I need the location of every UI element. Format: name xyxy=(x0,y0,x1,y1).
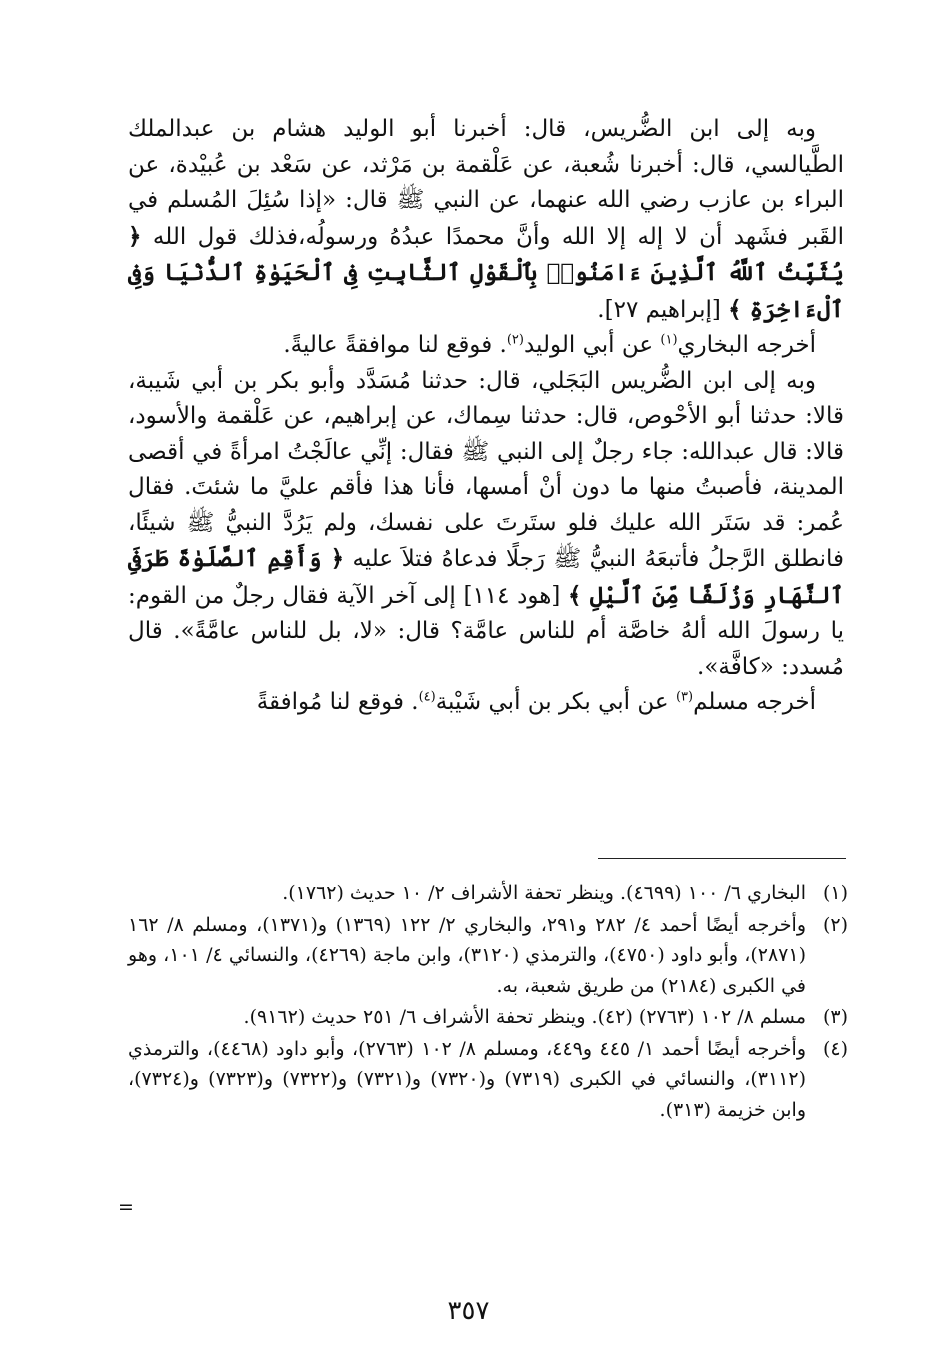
footnote-text: مسلم ٨/ ١٠٢ (٢٧٦٣) (٤٢). وينظر تحفة الأشراف ٦/ ٢٥١ حديث (٩١٦٢). xyxy=(243,1006,806,1028)
footnote-ref-2[interactable]: (٢) xyxy=(506,332,524,348)
paragraph-2-text-b: عن أبي الوليد xyxy=(523,332,654,358)
footnote-text: وأخرجه أيضًا أحمد ٤/ ٢٨٢ و٢٩١، والبخاري ٢/ ١٢٢ (١٣٦٩) و(١٣٧١)، ومسلم ٨/ ١٦٢ (٢٨٧١)، وأبو داود (٤٧٥٠)، والترمذي (٣١٢٠)، وابن ماجة (٤٢٦٩)، والنسائي ٤/ ١٠١، وهو في الكبرى (٢١٨٤) من طريق شعبة، به. xyxy=(128,913,807,997)
footnote-number: (٢) xyxy=(822,913,848,936)
footnote-ref-4[interactable]: (٤) xyxy=(418,689,436,705)
footnote-1 xyxy=(128,878,848,909)
footnote-separator xyxy=(598,858,846,859)
paragraph-4 xyxy=(128,685,844,721)
quran-verse-ibrahim: ﴿ يُثَبِّتُ ٱللَّهُ ٱلَّذِينَ ءَامَنُوا۟ بِٱلْقَوْلِ ٱلثَّابِتِ فِى ٱلْحَيَوٰةِ ٱلدُّنْيَا وَفِى ٱلْءَاخِرَةِ ﴾ xyxy=(128,222,844,323)
paragraph-4-text-c: . فوقع لنا مُوافقةً xyxy=(256,689,419,715)
paragraph-4-text-a: أخرجه مسلم xyxy=(693,689,816,715)
footnote-ref-3[interactable]: (٣) xyxy=(675,689,694,705)
footnote-number: (١) xyxy=(822,882,848,904)
footnote-3 xyxy=(128,1002,848,1033)
paragraph-3-text: وبه إلى ابن الضُّريس البَجَلي، قال: حدثنا مُسَدَّد وأبو بكر بن أبي شَيبة، قالا: حدثنا أبو الأحْوص، قال: حدثنا سِماك، عن إبراهيم، عن عَلْقمة والأسود، قالا: قال عبدالله: جاء رجلٌ إلى النبي ﷺ فقال: إنِّي عالَجْتُ امرأةً في أقصى المدينة، فأصبتُ منها ما دون أنْ أمسها، فأنا هذا فأقم عليَّ ما شئتَ. فقال عُمر: قد سَتَر الله عليك فلو ستَرتَ على نفسك، ولم يَرُدَّ النبيُّ ﷺ شيئًا، فانطلق الرَّجلُ فأتبعَهُ النبيُّ ﷺ رَجلًا فدعاهُ فتلاَ عليه xyxy=(128,367,845,572)
footnotes xyxy=(128,878,848,1126)
paragraph-3 xyxy=(128,364,844,686)
quran-verse-hud: ﴿ وَأَقِمِ ٱلصَّلَوٰةَ طَرَفَىِ ٱلنَّهَارِ وَزُلَفًا مِّنَ ٱلَّيْلِ ﴾ xyxy=(128,545,844,609)
paragraph-1-text: وبه إلى ابن الضُّريس، قال: أخبرنا أبو الوليد هشام بن عبدالملك الطَّيالسي، قال: أخبرنا شُعبة، عن عَلْقمة بن مَرْثد، عن سَعْد بن عُبيْدة، عن البراء بن عازب رضي الله عنهما، عن النبي ﷺ قال: «إذا سُئِلَ المُسلم في القَبر فشَهد أن لا إله إلا الله وأنَّ محمدًا عبدُهُ ورسولُه،فذلك قول الله xyxy=(128,116,844,250)
footnote-number: (٣) xyxy=(822,1006,848,1028)
verse-reference-hud: [هود ١١٤] إلى آخر الآية فقال رجلٌ من القوم: يا رسولَ الله ألهُ خاصَّة أم للناس عامَّة؟ قال: «لا، بل للناس عامَّةً». قال مُسدد: «كافَّة». xyxy=(128,582,844,680)
paragraph-2-text-c: . فوقع لنا موافقةً عاليةً. xyxy=(283,332,507,358)
footnote-text: البخاري ٦/ ١٠٠ (٤٦٩٩). وينظر تحفة الأشراف ٢/ ١٠ حديث (١٧٦٢). xyxy=(282,882,806,904)
continuation-mark: = xyxy=(118,1196,134,1218)
footnote-4 xyxy=(128,1034,848,1126)
page-number: ٣٥٧ xyxy=(447,1296,490,1326)
footnote-text: وأخرجه أيضًا أحمد ١/ ٤٤٥ و٤٤٩، ومسلم ٨/ ١٠٢ (٢٧٦٣)، وأبو داود (٤٤٦٨)، والترمذي (٣١١٢)، والنسائي في الكبرى (٧٣١٩) و(٧٣٢٠) و(٧٣٢١) و(٧٣٢٢) و(٧٣٢٣) و(٧٣٢٤)، وابن خزيمة (٣١٣). xyxy=(128,1037,807,1121)
footnote-2 xyxy=(128,910,848,1002)
main-text xyxy=(128,112,844,721)
paragraph-4-text-b: عن أبي بكر بن أبي شَيْبة xyxy=(435,689,669,715)
paragraph-2 xyxy=(128,328,844,364)
footnote-number: (٤) xyxy=(822,1037,848,1060)
verse-reference-ibrahim: [إبراهيم ٢٧]. xyxy=(597,296,721,323)
paragraph-1 xyxy=(128,112,844,328)
footnote-ref-1[interactable]: (١) xyxy=(660,332,678,348)
paragraph-2-text-a: أخرجه البخاري xyxy=(677,332,816,358)
